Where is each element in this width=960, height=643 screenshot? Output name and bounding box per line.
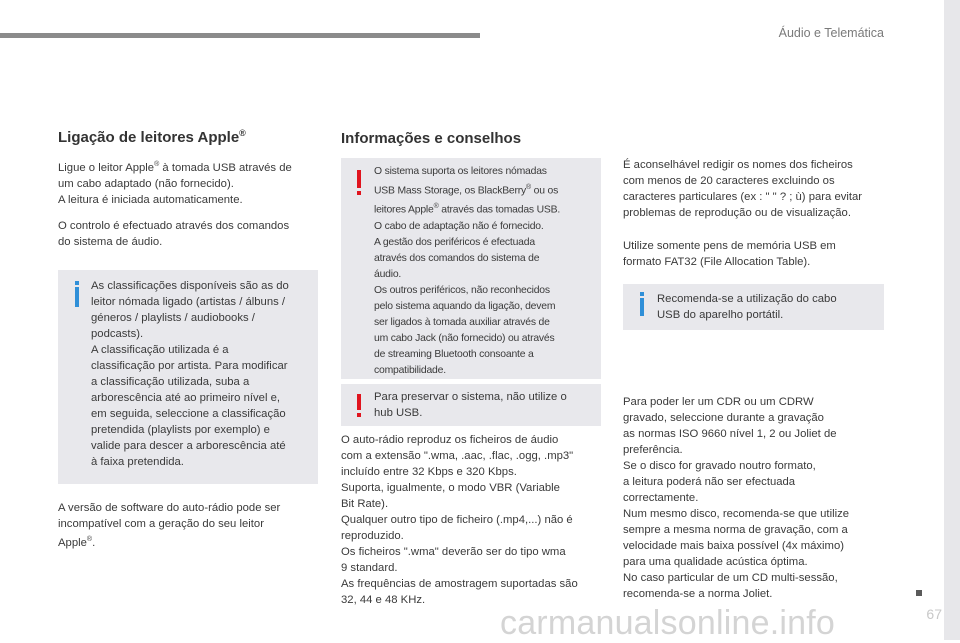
text: através das tomadas USB. [438,204,561,216]
text: As classificações disponíveis são as do [91,280,289,292]
text: compatibilidade. [374,364,446,376]
text: ser ligados à tomada auxiliar através de [374,316,550,328]
text: em seguida, seleccione a classificação [91,408,286,420]
text: A classificação utilizada é a [91,344,229,356]
text: pelo sistema aquando da ligação, devem [374,300,556,312]
text: Ligue o leitor Apple [58,161,155,174]
text: Bit Rate). [341,498,389,510]
text: Os outros periféricos, não reconhecidos [374,284,550,296]
left-paragraph-1 [58,157,292,208]
text: através dos comandos do sistema de [374,252,540,264]
text: de streaming Bluetooth consoante a [374,348,534,360]
text: géneros / playlists / audiobooks / [91,312,255,324]
text: à faixa pretendida. [91,456,184,468]
header-bar [0,33,480,38]
text: reproduzido. [341,530,404,542]
watermark: carmanualsonline.info [500,604,835,642]
text: leitores Apple [374,204,434,216]
text: O sistema suporta os leitores nómadas [374,166,547,177]
text: formato FAT32 (File Allocation Table). [623,256,811,268]
text: com menos de 20 caracteres excluindo os [623,175,835,187]
end-marker-icon [916,590,922,596]
warning-box-2-paragraph [374,389,600,421]
info-icon [75,287,79,307]
text: Suporta, igualmente, o modo VBR (Variable [341,482,560,494]
text: No caso particular de um CD multi-sessão, [623,572,838,584]
text: problemas de reprodução ou de visualização. [623,207,851,219]
warning-box-1 [341,158,601,379]
right-paragraph-2 [623,238,893,270]
text: as normas ISO 9660 nível 1, 2 ou Joliet de [623,428,837,440]
text: a leitura poderá não ser efectuada [623,476,796,488]
text: áudio. [374,268,402,280]
text: preferência. [623,444,683,456]
section-title: Áudio e Telemática [778,26,884,40]
text: recomenda-se a norma Joliet. [623,588,773,600]
registered-sup: ® [86,536,93,543]
left-heading-text: Ligação de leitores Apple [58,129,240,146]
text: correctamente. [623,492,699,504]
text: incompatível com a geração do seu leitor [58,518,264,530]
text: classificação por artista. Para modificar [91,360,288,372]
text: um cabo Jack (não fornecido) ou através [374,332,555,344]
text: A gestão dos periféricos é efectuada [374,236,535,248]
text: com a extensão ".wma, .aac, .flac, .ogg, .mp3" [341,450,574,462]
text: hub USB. [374,407,423,419]
registered-sup: ® [526,184,531,191]
text: A versão de software do auto-rádio pode ser [58,502,281,514]
middle-heading: Informações e conselhos [341,130,522,147]
text: Se o disco for gravado noutro formato, [623,460,816,472]
right-paragraph-3 [623,394,893,602]
text: 9 standard. [341,562,398,574]
side-strip [944,0,960,640]
text: caracteres particulares (ex : " " ? ; ù) para evitar [623,191,863,203]
text: podcasts). [91,328,144,340]
text: . [92,536,96,549]
text: Para preservar o sistema, não utilize o [374,391,567,403]
text: à tomada USB através de [159,161,292,174]
info-box-right-paragraph [657,291,883,323]
text: Apple [58,536,87,549]
text: Recomenda-se a utilização do cabo [657,293,837,305]
text: A leitura é iniciada automaticamente. [58,193,243,206]
text: sempre a mesma norma de gravação, com a [623,524,848,536]
text: As frequências de amostragem suportadas são [341,578,578,590]
text: velocidade mais baixa possível (4x máximo) [623,540,845,552]
info-box-right [623,284,884,330]
text: Num mesmo disco, recomenda-se que utilize [623,508,850,520]
text: 32, 44 e 48 KHz. [341,594,426,606]
text: a classificação utilizada, suba a [91,376,250,388]
text: Utilize somente pens de memória USB em [623,240,836,252]
left-heading [58,128,246,146]
warning-box-2 [341,384,601,426]
text: Para poder ler um CDR ou um CDRW [623,396,814,408]
text: um cabo adaptado (não fornecido). [58,177,234,190]
text: pretendida (playlists por exemplo) e [91,424,270,436]
left-paragraph-3 [58,500,280,551]
warning-box-1-text [374,164,600,379]
text: valide para descer a arborescência até [91,440,286,452]
warning-box-2-text [374,389,600,421]
text: do sistema de áudio. [58,236,163,248]
info-box-left-paragraph [91,278,317,470]
text: arborescência até ao primeiro nível e, [91,392,281,404]
text: ou os [531,185,559,197]
right-paragraph-1 [623,157,893,221]
text: O controlo é efectuado através dos comandos [58,220,290,232]
text: USB do aparelho portátil. [657,309,784,321]
warning-icon [357,394,361,410]
info-box-left [58,270,318,484]
text: leitor nómada ligado (artistas / álbuns / [91,296,286,308]
info-icon [640,298,644,316]
registered-sup: ® [154,161,160,168]
text: gravado, seleccione durante a gravação [623,412,824,424]
middle-paragraph-1 [341,432,611,608]
info-box-right-text [657,291,883,323]
text: Qualquer outro tipo de ficheiro (.mp4,...) não é [341,514,573,526]
text: USB Mass Storage, os BlackBerry [374,185,527,197]
info-box-left-text [91,278,317,470]
warning-icon [357,170,361,188]
registered-sup: ® [433,203,439,211]
text: O cabo de adaptação não é fornecido. [374,220,544,232]
page-number: 67 [926,606,942,622]
text: incluído entre 32 Kbps e 320 Kbps. [341,466,517,478]
text: para uma qualidade acústica óptima. [623,556,808,568]
text: Os ficheiros ".wma" deverão ser do tipo wma [341,546,566,558]
text: O auto-rádio reproduz os ficheiros de áudio [341,434,559,446]
text: É aconselhável redigir os nomes dos ficheiros [623,159,853,171]
left-paragraph-2 [58,218,289,250]
left-heading-sup: ® [239,128,246,138]
warning-box-1-paragraph [374,164,600,379]
